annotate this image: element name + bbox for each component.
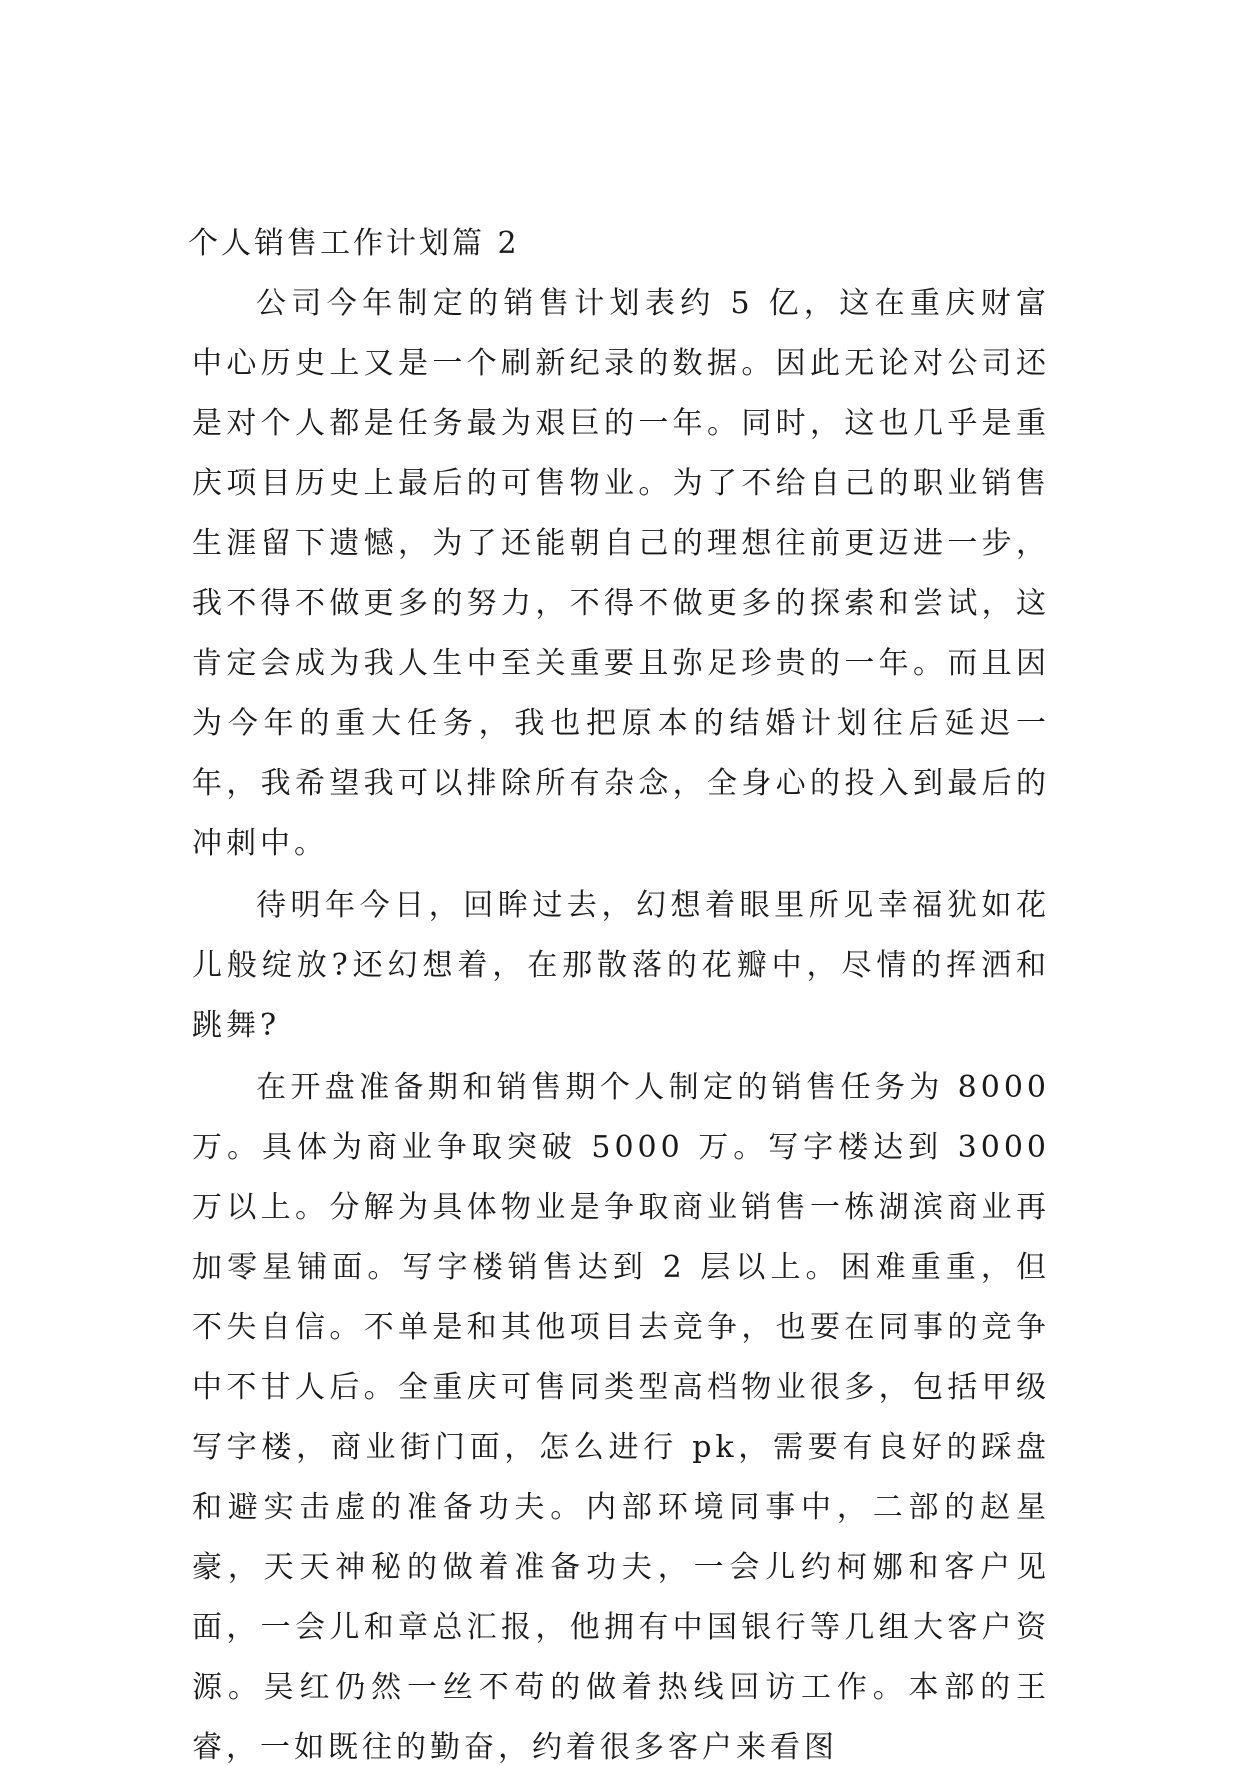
document-title: 个人销售工作计划篇 2: [188, 226, 520, 261]
paragraph-1: 公司今年制定的销售计划表约 5 亿，这在重庆财富中心历史上又是一个刷新纪录的数据。因此无论对公司还是对个人都是任务最为艰巨的一年。同时，这也几乎是重庆项目历史上最后的可售物业。为了不给自己的职业销售生涯留下遗憾，为了还能朝自己的理想往前更迈进一步，我不得不做更多的努力，不得不做更多的探索和尝试，这肯定会成为我人生中至关重要且弥足珍贵的一年。而且因为今年的重大任务，我也把原本的结婚计划往后延迟一年，我希望我可以排除所有杂念，全身心的投入到最后的冲刺中。: [192, 286, 1050, 861]
paragraph-2: 待明年今日，回眸过去，幻想着眼里所见幸福犹如花儿般绽放?还幻想着，在那散落的花瓣中，尽情的挥洒和跳舞?: [192, 888, 1050, 1043]
paragraph-3: 在开盘准备期和销售期个人制定的销售任务为 8000 万。具体为商业争取突破 5000 万。写字楼达到 3000 万以上。分解为具体物业是争取商业销售一栋湖滨商业再加零星铺面。写字楼销售达到 2 层以上。困难重重，但不失自信。不单是和其他项目去竞争，也要在同事的竞争中不甘人后。全重庆可售同类型高档物业很多，包括甲级写字楼，商业街门面，怎么进行 pk，需要有良好的踩盘和避实击虚的准备功夫。内部环境同事中，二部的赵星豪，天天神秘的做着准备功夫，一会儿约柯娜和客户见面，一会儿和章总汇报，他拥有中国银行等几组大客户资源。吴红仍然一丝不苟的做着热线回访工作。本部的王睿，一如既往的勤奋，约着很多客户来看图: [192, 1070, 1050, 1765]
document-body: [188, 214, 1050, 1780]
